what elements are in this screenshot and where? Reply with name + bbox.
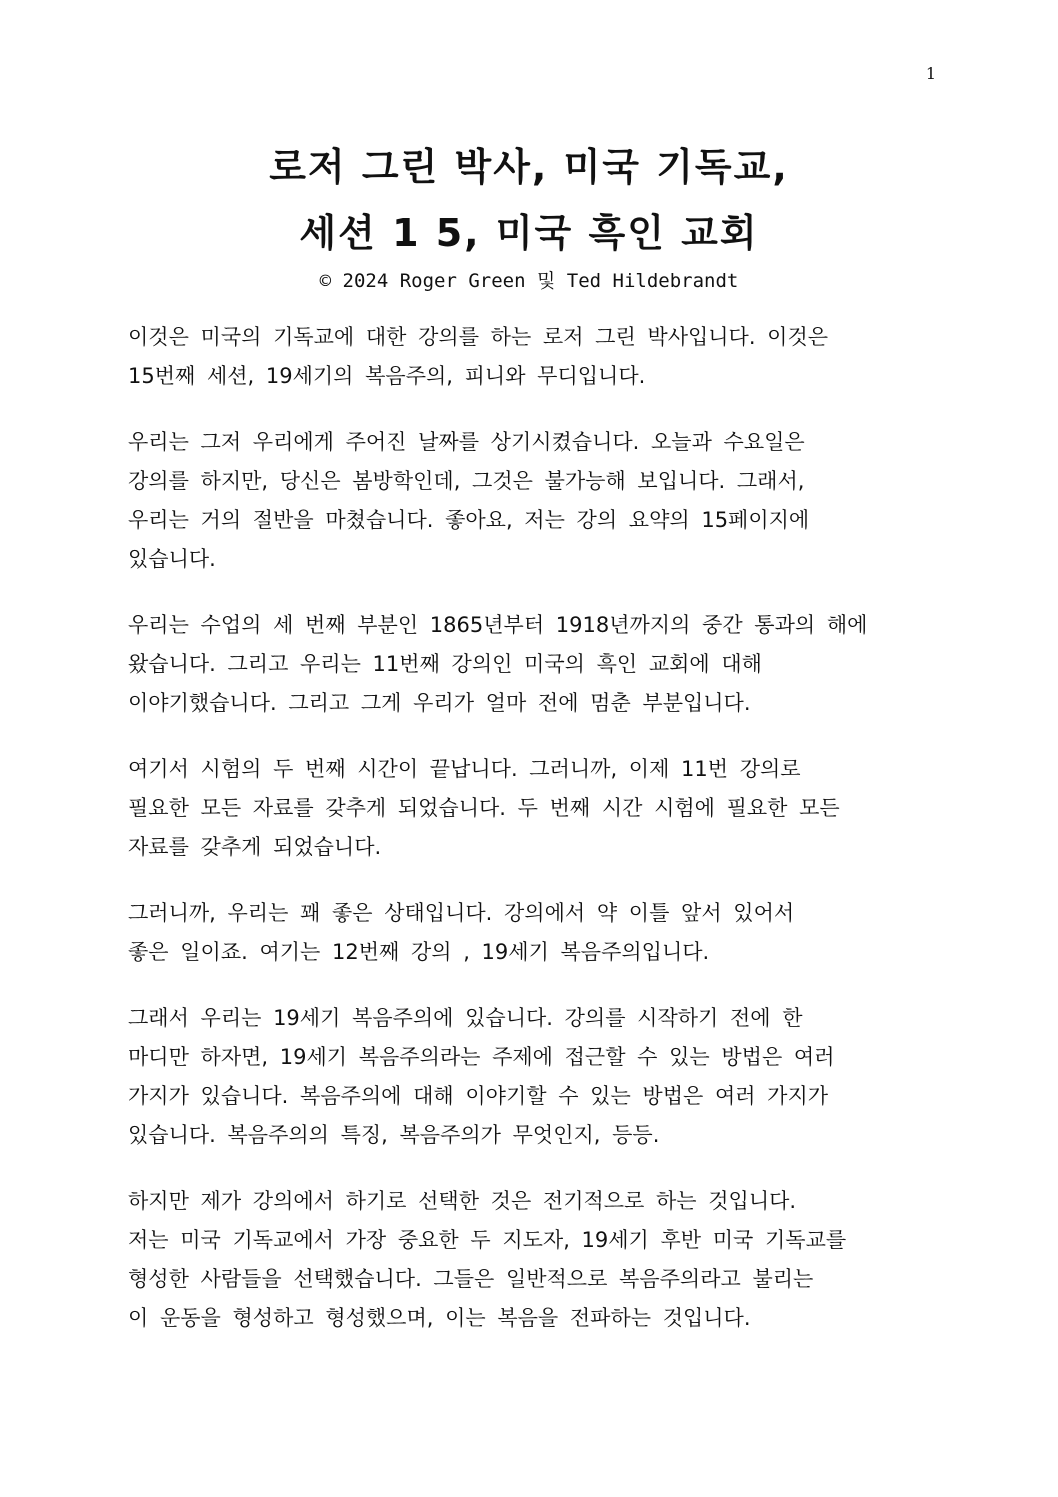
paragraph-line: 15번째 세션, 19세기의 복음주의, 피니와 무디입니다. [128, 364, 646, 388]
paragraph [128, 423, 928, 579]
paragraph-line: 저는 미국 기독교에서 가장 중요한 두 지도자, 19세기 후반 미국 기독교를 [128, 1228, 847, 1252]
paragraph-line: 강의를 하지만, 당신은 봄방학인데, 그것은 불가능해 보입니다. 그래서, [128, 469, 805, 493]
paragraph-line: 형성한 사람들을 선택했습니다. 그들은 일반적으로 복음주의라고 불리는 [128, 1267, 814, 1291]
paragraph-line: 우리는 거의 절반을 마쳤습니다. 좋아요, 저는 강의 요약의 15페이지에 [128, 508, 810, 532]
paragraph [128, 999, 928, 1155]
paragraph-line: 이것은 미국의 기독교에 대한 강의를 하는 로저 그린 박사입니다. 이것은 [128, 325, 829, 349]
paragraph-line: 그래서 우리는 19세기 복음주의에 있습니다. 강의를 시작하기 전에 한 [128, 1006, 803, 1030]
paragraph [128, 750, 928, 867]
paragraph-line: 이야기했습니다. 그리고 그게 우리가 얼마 전에 멈춘 부분입니다. [128, 691, 751, 715]
paragraph [128, 894, 928, 972]
paragraph-line: 이 운동을 형성하고 형성했으며, 이는 복음을 전파하는 것입니다. [128, 1306, 751, 1330]
paragraph-line: 왔습니다. 그리고 우리는 11번째 강의인 미국의 흑인 교회에 대해 [128, 652, 762, 676]
paragraph-line: 우리는 그저 우리에게 주어진 날짜를 상기시켰습니다. 오늘과 수요일은 [128, 430, 805, 454]
paragraph-line: 있습니다. 복음주의의 특징, 복음주의가 무엇인지, 등등. [128, 1123, 660, 1147]
paragraph-line: 마디만 하자면, 19세기 복음주의라는 주제에 접근할 수 있는 방법은 여러 [128, 1045, 835, 1069]
paragraph-line: 그러니까, 우리는 꽤 좋은 상태입니다. 강의에서 약 이틀 앞서 있어서 [128, 901, 795, 925]
transcript-body [128, 318, 928, 1365]
paragraph-line: 좋은 일이죠. 여기는 12번째 강의 , 19세기 복음주의입니다. [128, 940, 710, 964]
paragraph [128, 318, 928, 396]
document-title-line-2: 세션 1 5, 미국 흑인 교회 [299, 211, 759, 255]
copyright-line: © 2024 Roger Green 및 Ted Hildebrandt [319, 270, 739, 292]
paragraph-line: 우리는 수업의 세 번째 부분인 1865년부터 1918년까지의 중간 통과의 해에 [128, 613, 868, 637]
paragraph-line: 자료를 갖추게 되었습니다. [128, 835, 382, 859]
paragraph-line: 있습니다. [128, 547, 216, 571]
paragraph-line: 하지만 제가 강의에서 하기로 선택한 것은 전기적으로 하는 것입니다. [128, 1189, 797, 1213]
paragraph-line: 여기서 시험의 두 번째 시간이 끝납니다. 그러니까, 이제 11번 강의로 [128, 757, 801, 781]
page-number: 1 [925, 64, 936, 83]
paragraph-line: 가지가 있습니다. 복음주의에 대해 이야기할 수 있는 방법은 여러 가지가 [128, 1084, 829, 1108]
paragraph [128, 1182, 928, 1338]
paragraph [128, 606, 928, 723]
paragraph-line: 필요한 모든 자료를 갖추게 되었습니다. 두 번째 시간 시험에 필요한 모든 [128, 796, 840, 820]
document-title-line-1: 로저 그린 박사, 미국 기독교, [269, 145, 789, 189]
